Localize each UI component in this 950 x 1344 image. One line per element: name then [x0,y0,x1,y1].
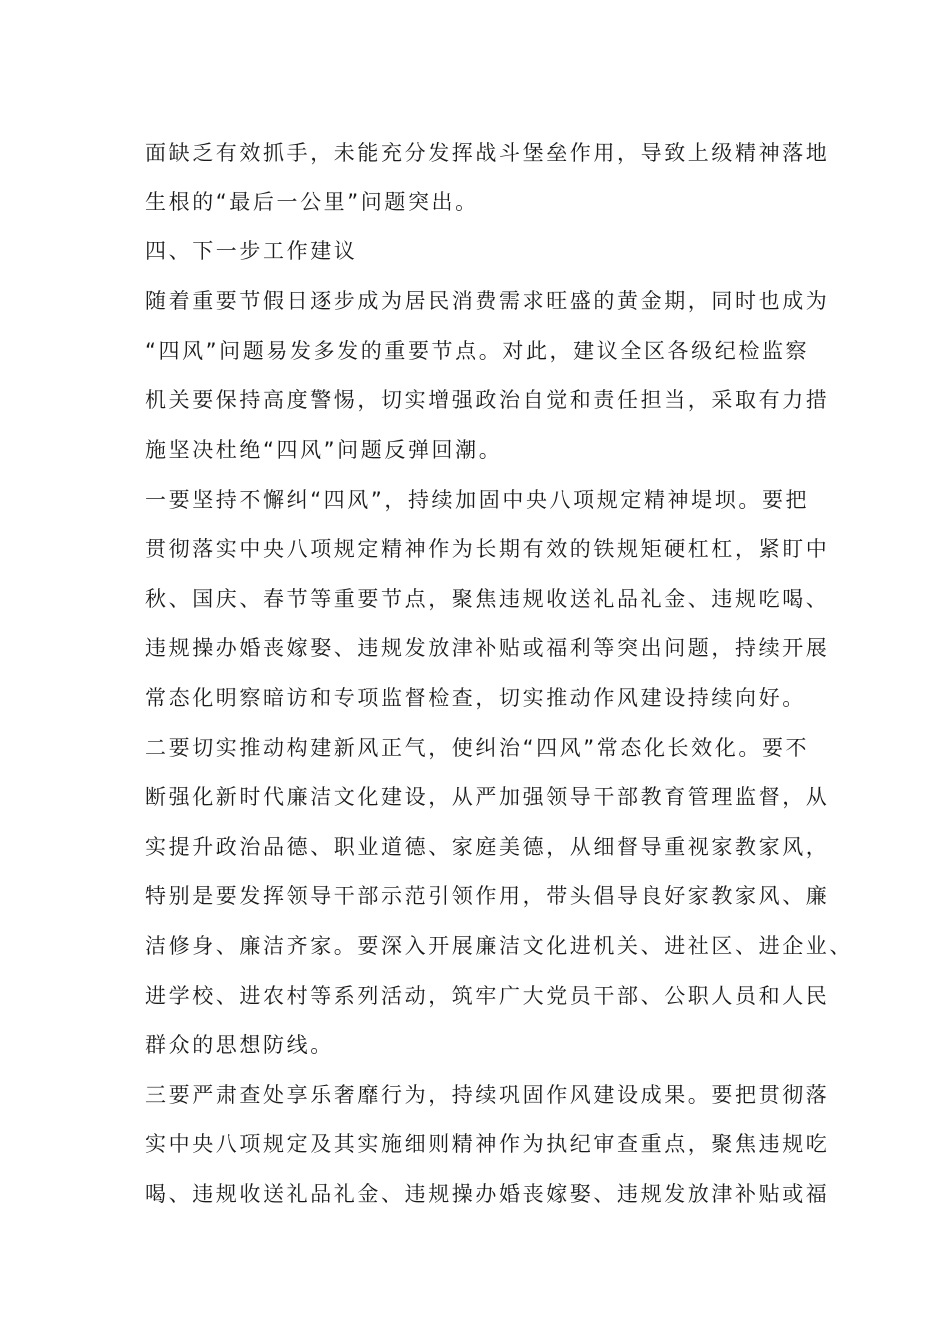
text-line: 洁修身、廉洁齐家。要深入开展廉洁文化进机关、进社区、进企业、 [145,934,853,958]
text-line: 特别是要发挥领导干部示范引领作用，带头倡导良好家教家风、廉 [145,884,830,908]
text-line: 生根的“最后一公里”问题突出。 [145,190,479,214]
text-line: 贯彻落实中央八项规定精神作为长期有效的铁规矩硬杠杠，紧盯中 [145,537,830,561]
text-line: 秋、国庆、春节等重要节点，聚焦违规收送礼品礼金、违规吃喝、 [145,587,830,611]
text-line: 一要坚持不懈纠“四风”，持续加固中央八项规定精神堤坝。要把 [145,488,810,512]
text-line: 违规操办婚丧嫁娶、违规发放津补贴或福利等突出问题，持续开展 [145,636,830,660]
text-line: 随着重要节假日逐步成为居民消费需求旺盛的黄金期，同时也成为 [145,289,830,313]
text-line: 面缺乏有效抓手，未能充分发挥战斗堡垒作用，导致上级精神落地 [145,141,830,165]
section-heading: 四、下一步工作建议 [145,239,358,263]
text-line: 施坚决杜绝“四风”问题反弹回潮。 [145,438,503,462]
text-line: “四风”问题易发多发的重要节点。对此，建议全区各级纪检监察 [145,339,810,363]
text-line: 断强化新时代廉洁文化建设，从严加强领导干部教育管理监督，从 [145,785,830,809]
text-line: 二要切实推动构建新风正气，使纠治“四风”常态化长效化。要不 [145,736,810,760]
text-line: 喝、违规收送礼品礼金、违规操办婚丧嫁娶、违规发放津补贴或福 [145,1182,830,1206]
text-line: 群众的思想防线。 [145,1033,334,1057]
text-line: 常态化明察暗访和专项监督检查，切实推动作风建设持续向好。 [145,686,806,710]
text-line: 三要严肃查处享乐奢靡行为，持续巩固作风建设成果。要把贯彻落 [145,1083,830,1107]
text-line: 实提升政治品德、职业道德、家庭美德，从细督导重视家教家风， [145,835,830,859]
text-line: 机关要保持高度警惕，切实增强政治自觉和责任担当，采取有力措 [145,388,830,412]
text-line: 实中央八项规定及其实施细则精神作为执纪审查重点，聚焦违规吃 [145,1132,830,1156]
text-line: 进学校、进农村等系列活动，筑牢广大党员干部、公职人员和人民 [145,984,830,1008]
